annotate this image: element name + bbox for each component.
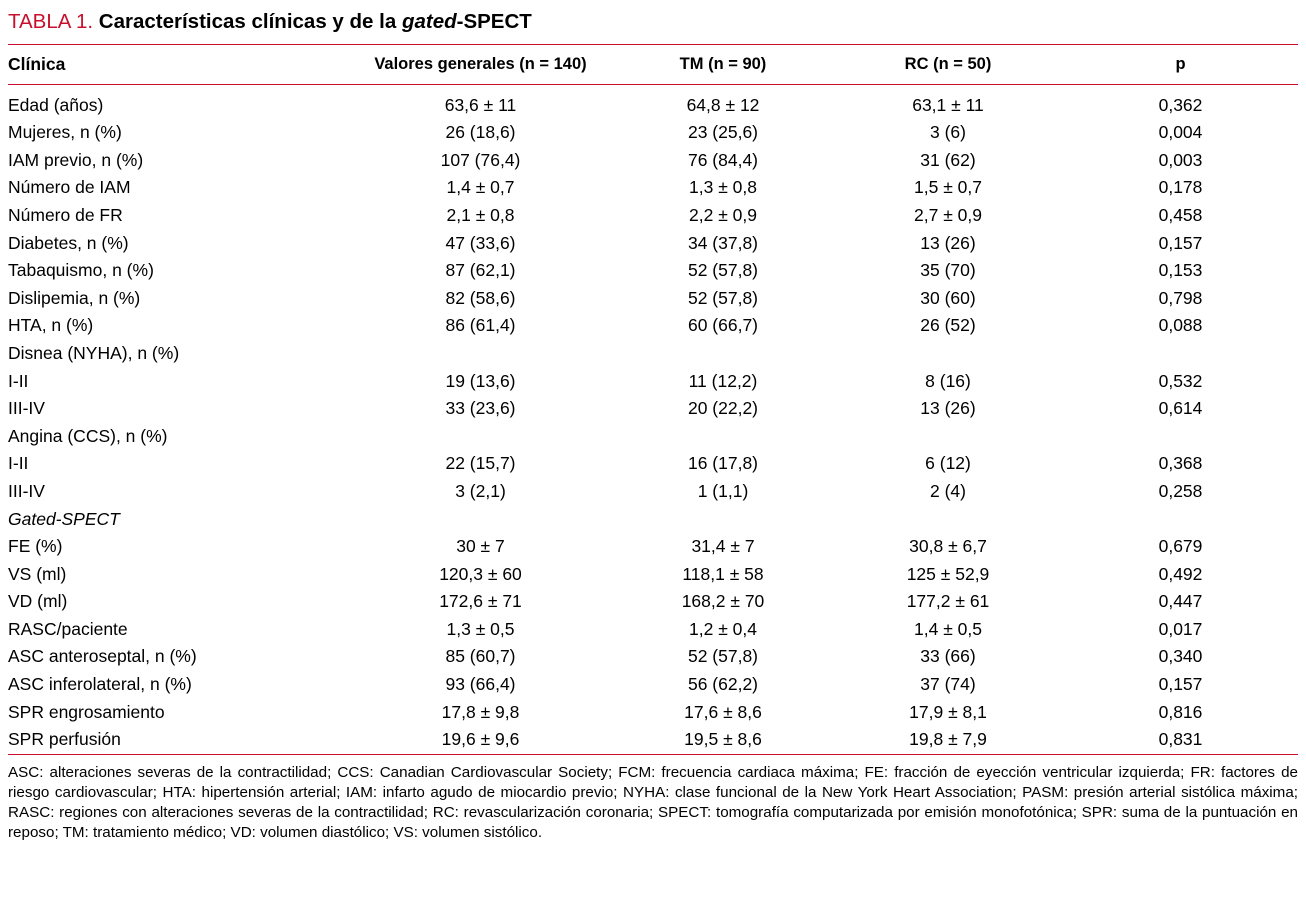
row-value-rc: 17,9 ± 8,1 [909,701,987,722]
row-value-p: 0,831 [1158,729,1203,750]
row-value-rc: 6 (12) [925,453,971,474]
clinical-characteristics-body [8,85,1298,754]
row-value-p: 0,492 [1158,563,1203,584]
row-label: Gated-SPECT [8,508,120,529]
caption-italic-term: gated [401,10,457,33]
row-value-tm [613,340,833,368]
row-value-rc [833,340,1063,368]
row-value-tm: 11 (12,2) [688,370,758,391]
table-row [8,643,1298,671]
row-label: I-II [8,370,29,391]
row-value-general: 172,6 ± 71 [439,591,522,612]
row-value-general: 1,4 ± 0,7 [446,177,515,198]
row-label: Tabaquismo, n (%) [8,260,154,281]
table-header-row [8,45,1298,84]
row-value-general [348,505,613,533]
row-label: RASC/paciente [8,618,128,639]
row-value-rc: 2,7 ± 0,9 [914,204,982,225]
table-row [8,229,1298,257]
row-value-tm: 16 (17,8) [687,453,759,474]
row-value-rc: 30 (60) [920,287,976,308]
row-value-rc: 33 (66) [920,646,976,667]
row-value-p: 0,798 [1158,287,1203,308]
table-row [8,119,1298,147]
table-row [8,395,1298,423]
table-title [8,0,1298,44]
row-value-p: 0,017 [1158,618,1203,639]
row-value-tm: 1 (1,1) [697,480,749,501]
row-value-general: 19,6 ± 9,6 [441,729,520,750]
row-value-tm: 52 (57,8) [687,646,759,667]
row-value-tm: 52 (57,8) [687,287,759,308]
table-row [8,726,1298,754]
column-header-tm: TM (n = 90) [679,54,767,73]
column-header-valores-generales: Valores generales (n = 140) [374,54,587,73]
row-value-general: 93 (66,4) [445,674,516,695]
row-value-p: 0,532 [1158,370,1203,391]
row-label: Edad (años) [8,94,104,115]
row-value-general: 30 ± 7 [456,536,505,557]
row-value-p: 0,362 [1158,94,1203,115]
row-value-general: 87 (62,1) [445,260,516,281]
row-value-tm: 168,2 ± 70 [681,591,765,612]
row-label: HTA, n (%) [8,315,94,336]
row-label: III-IV [8,480,45,501]
row-value-rc: 177,2 ± 61 [906,591,990,612]
row-value-p: 0,679 [1158,536,1203,557]
row-label: SPR perfusión [8,729,121,750]
table-row [8,85,1298,119]
table-caption [99,10,532,33]
row-value-p: 0,004 [1158,122,1203,143]
row-label: VD (ml) [8,591,68,612]
table-row-group-header [8,422,1298,450]
table-row-group-header [8,505,1298,533]
row-value-tm: 31,4 ± 7 [691,536,755,557]
table-row [8,450,1298,478]
row-value-tm: 17,6 ± 8,6 [684,701,762,722]
table-header [8,45,1298,84]
row-value-p: 0,157 [1158,674,1203,695]
row-value-tm: 1,2 ± 0,4 [689,618,757,639]
row-label: ASC inferolateral, n (%) [8,674,192,695]
row-value-tm: 2,2 ± 0,9 [689,204,757,225]
table-row [8,698,1298,726]
row-value-general [348,340,613,368]
row-value-rc: 1,5 ± 0,7 [914,177,982,198]
row-label: VS (ml) [8,563,67,584]
clinical-characteristics-table [8,45,1298,84]
row-value-p [1063,422,1298,450]
row-value-p: 0,088 [1158,315,1203,336]
table-row [8,257,1298,285]
column-header-clinica: Clínica [8,53,66,74]
row-value-rc: 13 (26) [920,232,976,253]
table-row-group-header [8,340,1298,368]
row-value-rc: 2 (4) [930,480,966,501]
table-row [8,478,1298,506]
row-label: III-IV [8,398,45,419]
row-value-general: 86 (61,4) [445,315,516,336]
row-label: Mujeres, n (%) [8,122,122,143]
column-header-p: p [1175,54,1186,73]
table-row [8,560,1298,588]
row-value-rc [833,422,1063,450]
row-value-p: 0,157 [1158,232,1203,253]
table-row [8,202,1298,230]
row-value-p: 0,153 [1158,260,1203,281]
row-value-rc: 8 (16) [925,370,971,391]
row-value-rc: 1,4 ± 0,5 [914,618,982,639]
row-value-tm: 19,5 ± 8,6 [684,729,762,750]
row-label: Número de FR [8,204,123,225]
row-value-general: 1,3 ± 0,5 [446,618,515,639]
row-value-p: 0,178 [1158,177,1203,198]
row-value-p: 0,816 [1158,701,1203,722]
row-label: Número de IAM [8,177,131,198]
table-row [8,533,1298,561]
row-value-rc: 13 (26) [920,398,976,419]
row-value-tm: 23 (25,6) [687,122,759,143]
row-label: Disnea (NYHA), n (%) [8,342,180,363]
row-value-general: 120,3 ± 60 [439,563,522,584]
row-value-tm: 60 (66,7) [687,315,759,336]
row-value-tm [613,422,833,450]
row-value-tm: 34 (37,8) [687,232,759,253]
row-value-general: 47 (33,6) [445,232,516,253]
row-value-general: 82 (58,6) [445,287,516,308]
table-body [8,85,1298,754]
row-value-rc: 37 (74) [920,674,976,695]
row-value-general: 85 (60,7) [445,646,516,667]
row-value-general: 17,8 ± 9,8 [441,701,520,722]
row-value-p: 0,447 [1158,591,1203,612]
row-value-p: 0,340 [1158,646,1203,667]
row-value-general [348,422,613,450]
row-value-general: 107 (76,4) [440,149,521,170]
row-value-p: 0,368 [1158,453,1203,474]
row-value-tm: 52 (57,8) [687,260,759,281]
table-number-label: TABLA 1. [8,10,94,33]
row-value-p: 0,458 [1158,204,1203,225]
row-value-rc: 35 (70) [920,260,976,281]
row-label: ASC anteroseptal, n (%) [8,646,197,667]
row-label: FE (%) [8,536,63,557]
table-footnote: ASC: alteraciones severas de la contractilidad; CCS: Canadian Cardiovascular Society; FCM: frecuencia cardiaca máxima; FE: fracción de eyección ventricular izquierda; FR: factores de riesgo cardiovascular; HTA: hipertensión arterial; IAM: infarto agudo de miocardio previo; NYHA: clase funcional de la New York Heart Association; PASM: presión arterial sistólica máxima; RASC: regiones con alteraciones severas de la contractilidad; RC: revascularización coronaria; SPECT: tomografía computarizada por emisión monofotónica; SPR: suma de la puntuación en reposo; TM: tratamiento médico; VD: volumen diastólico; VS: volumen sistólico. [8,763,1298,842]
row-value-tm: 20 (22,2) [687,398,759,419]
row-value-tm: 76 (84,4) [687,149,759,170]
caption-part-1: Características clínicas y de la [98,10,402,33]
row-value-tm: 118,1 ± 58 [682,563,764,584]
row-value-p [1063,505,1298,533]
table-row [8,367,1298,395]
row-label: SPR engrosamiento [8,701,165,722]
row-value-general: 63,6 ± 11 [444,94,517,115]
row-value-p [1063,340,1298,368]
row-value-rc: 30,8 ± 6,7 [909,536,987,557]
row-value-rc: 63,1 ± 11 [912,94,984,115]
row-label: Diabetes, n (%) [8,232,129,253]
row-value-p: 0,258 [1158,480,1203,501]
table-row [8,146,1298,174]
row-label: Angina (CCS), n (%) [8,425,168,446]
column-header-rc: RC (n = 50) [904,54,992,73]
row-label: I-II [8,453,29,474]
row-value-tm: 56 (62,2) [687,674,759,695]
row-value-tm: 64,8 ± 12 [686,94,760,115]
table-row [8,616,1298,644]
row-label: Dislipemia, n (%) [8,287,141,308]
row-value-general: 26 (18,6) [445,122,516,143]
row-value-rc: 26 (52) [920,315,976,336]
row-value-general: 33 (23,6) [445,398,516,419]
table-row [8,174,1298,202]
row-value-tm [613,505,833,533]
row-value-p: 0,003 [1158,149,1203,170]
row-value-p: 0,614 [1158,398,1203,419]
table-row [8,284,1298,312]
row-value-rc: 19,8 ± 7,9 [909,729,987,750]
row-value-tm: 1,3 ± 0,8 [689,177,757,198]
row-value-rc: 125 ± 52,9 [906,563,990,584]
row-value-general: 19 (13,6) [445,370,516,391]
row-value-rc [833,505,1063,533]
table-row [8,588,1298,616]
row-label: IAM previo, n (%) [8,149,144,170]
table-row [8,312,1298,340]
row-value-general: 22 (15,7) [445,453,516,474]
table-row [8,671,1298,699]
caption-part-2: -SPECT [456,10,532,33]
row-value-general: 2,1 ± 0,8 [446,204,515,225]
row-value-rc: 3 (6) [930,122,966,143]
row-value-rc: 31 (62) [920,149,976,170]
row-value-general: 3 (2,1) [455,480,506,501]
